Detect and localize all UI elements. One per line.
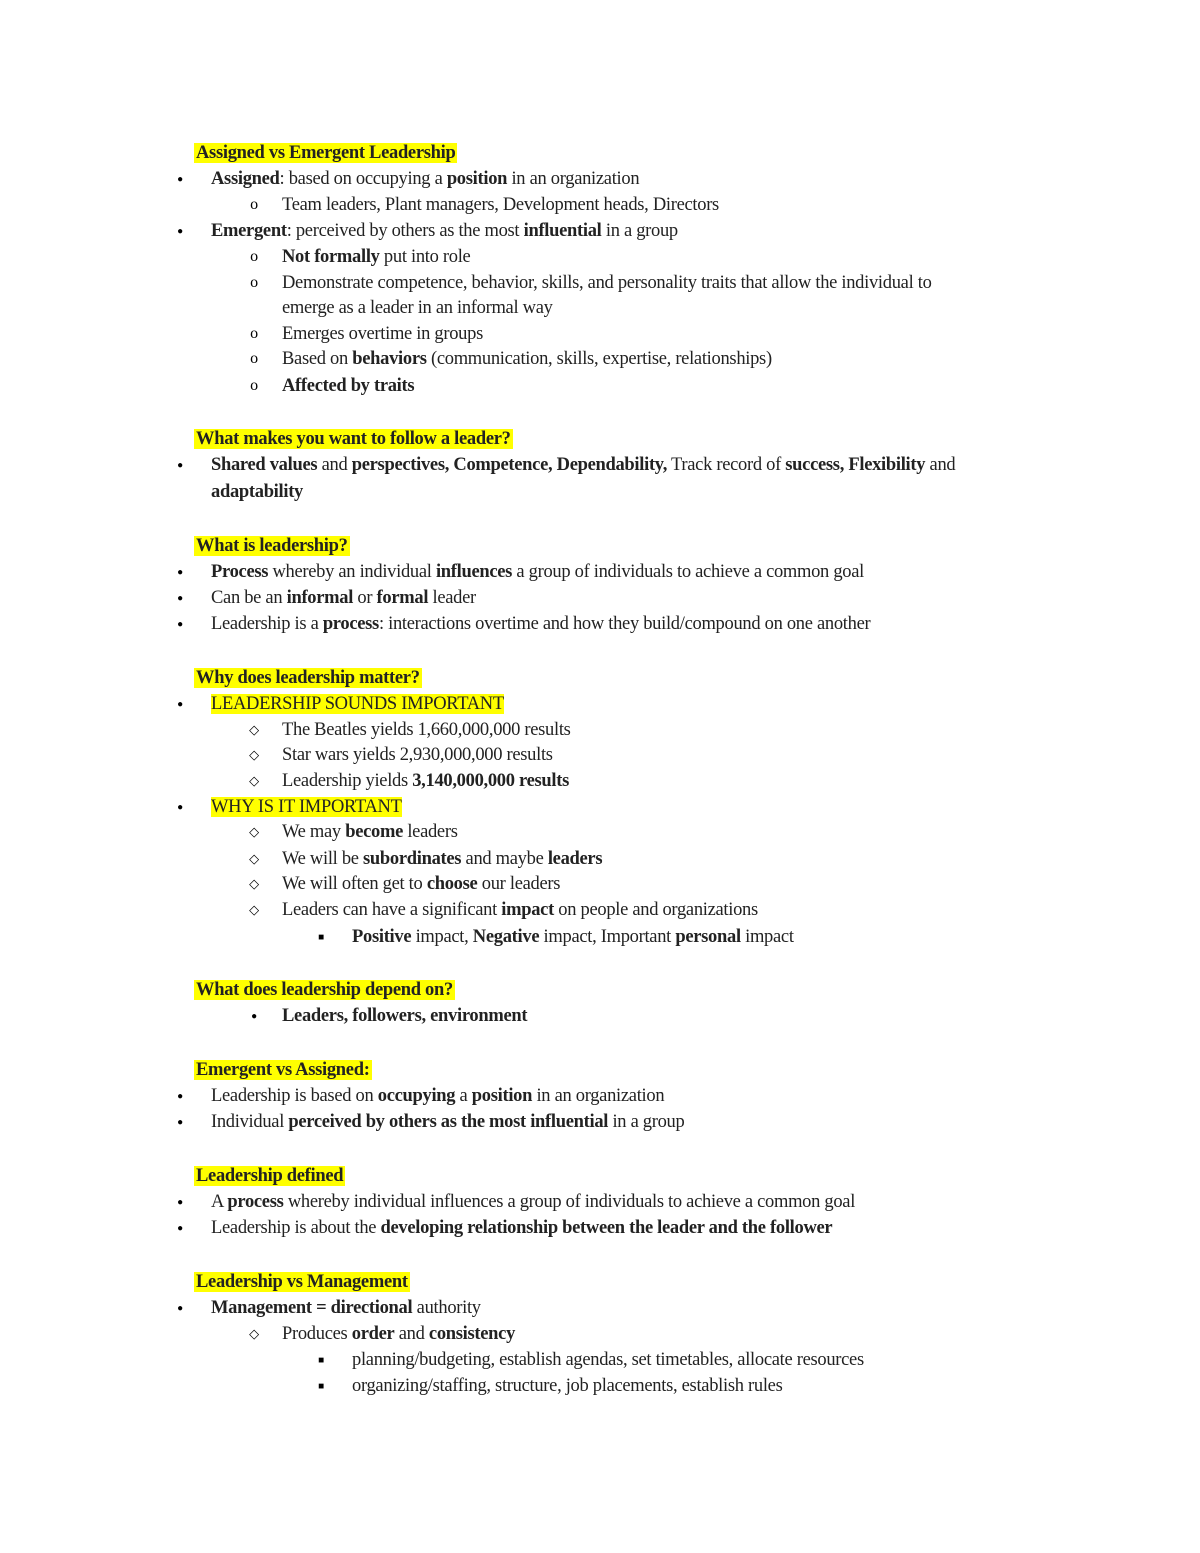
sub-bullet-icon [242, 245, 266, 270]
sub-bullet-icon [242, 374, 266, 399]
list-item: Leadership is based on occupying a position in an organization [211, 1086, 665, 1106]
sub-bullet-icon [242, 271, 266, 296]
section-heading-what-is-leadership: What is leadership? [196, 536, 348, 556]
sub-sub-bullet-icon [309, 1348, 333, 1373]
sub-list-item: We may become leaders [282, 822, 458, 842]
list-item: Process whereby an individual influences a group of individuals to achieve a common goal [211, 562, 864, 582]
sub-bullet-icon [242, 322, 266, 347]
sub-bullet-icon [242, 1322, 266, 1347]
sub-list-item-continued: emerge as a leader in an informal way [282, 298, 553, 318]
sub-list-item: We will be subordinates and maybe leaders [282, 849, 603, 869]
sub-list-item: Leadership yields 3,140,000,000 results [282, 771, 570, 791]
sub-bullet-icon [242, 718, 266, 743]
sub-sub-bullet-icon [309, 1374, 333, 1399]
sub-bullet-icon [242, 820, 266, 845]
sub-list-item: Based on behaviors (communication, skills, expertise, relationships) [282, 349, 772, 369]
sub-list-item: Demonstrate competence, behavior, skills, and personality traits that allow the individual to [282, 273, 932, 293]
bullet-icon [168, 1084, 192, 1109]
sub-list-item: Produces order and consistency [282, 1324, 516, 1344]
sub-sub-list-item: Positive impact, Negative impact, Important personal impact [352, 927, 794, 947]
sub-sub-bullet-icon [309, 925, 333, 950]
sub-bullet-icon [242, 347, 266, 372]
bullet-icon [168, 219, 192, 244]
section-heading-why-leadership-matters: Why does leadership matter? [196, 668, 420, 688]
sub-sub-list-item: planning/budgeting, establish agendas, set timetables, allocate resources [352, 1350, 864, 1370]
list-item: Leadership is a process: interactions overtime and how they build/compound on one another [211, 614, 871, 634]
bullet-icon [168, 612, 192, 637]
sub-list-item: Star wars yields 2,930,000,000 results [282, 745, 553, 765]
section-heading-leadership-defined: Leadership defined [196, 1166, 344, 1186]
sub-bullet-icon [242, 743, 266, 768]
list-item: Emergent: perceived by others as the most influential in a group [211, 221, 678, 241]
sub-bullet-icon [242, 847, 266, 872]
list-item: Management = directional authority [211, 1298, 481, 1318]
bullet-icon [168, 453, 192, 478]
sub-list-item: Affected by traits [282, 376, 415, 396]
list-item: Assigned: based on occupying a position in an organization [211, 169, 640, 189]
section-heading-leadership-vs-management: Leadership vs Management [196, 1272, 408, 1292]
sub-bullet-icon [242, 872, 266, 897]
bullet-icon [168, 586, 192, 611]
sub-bullet-icon [242, 193, 266, 218]
bullet-icon [168, 560, 192, 585]
sub-list-item: Team leaders, Plant managers, Development heads, Directors [282, 195, 719, 215]
sub-bullet-icon [242, 769, 266, 794]
list-item-continued: adaptability [211, 482, 304, 502]
list-item: Shared values and perspectives, Competence, Dependability, Track record of success, Flexibility and [211, 455, 956, 475]
bullet-icon [168, 1296, 192, 1321]
sub-bullet-icon [242, 898, 266, 923]
list-item: LEADERSHIP SOUNDS IMPORTANT [211, 694, 504, 714]
sub-list-item: Leaders can have a significant impact on people and organizations [282, 900, 758, 920]
bullet-icon [168, 692, 192, 717]
bullet-icon [242, 1004, 266, 1029]
sub-list-item: The Beatles yields 1,660,000,000 results [282, 720, 571, 740]
section-heading-follow-a-leader: What makes you want to follow a leader? [196, 429, 511, 449]
list-item: Leaders, followers, environment [282, 1006, 528, 1026]
bullet-icon [168, 1190, 192, 1215]
sub-list-item: Not formally put into role [282, 247, 471, 267]
bullet-icon [168, 1216, 192, 1241]
list-item: Can be an informal or formal leader [211, 588, 476, 608]
bullet-icon [168, 795, 192, 820]
list-item: Individual perceived by others as the most influential in a group [211, 1112, 685, 1132]
sub-list-item: We will often get to choose our leaders [282, 874, 561, 894]
section-heading-emergent-vs-assigned: Emergent vs Assigned: [196, 1060, 370, 1080]
sub-sub-list-item: organizing/staffing, structure, job placements, establish rules [352, 1376, 783, 1396]
section-heading-assigned-vs-emergent: Assigned vs Emergent Leadership [196, 143, 456, 163]
sub-list-item: Emerges overtime in groups [282, 324, 483, 344]
bullet-icon [168, 167, 192, 192]
section-heading-depend-on: What does leadership depend on? [196, 980, 453, 1000]
list-item: A process whereby individual influences a group of individuals to achieve a common goal [211, 1192, 856, 1212]
list-item: Leadership is about the developing relationship between the leader and the follower [211, 1218, 833, 1238]
bullet-icon [168, 1110, 192, 1135]
list-item: WHY IS IT IMPORTANT [211, 797, 402, 817]
